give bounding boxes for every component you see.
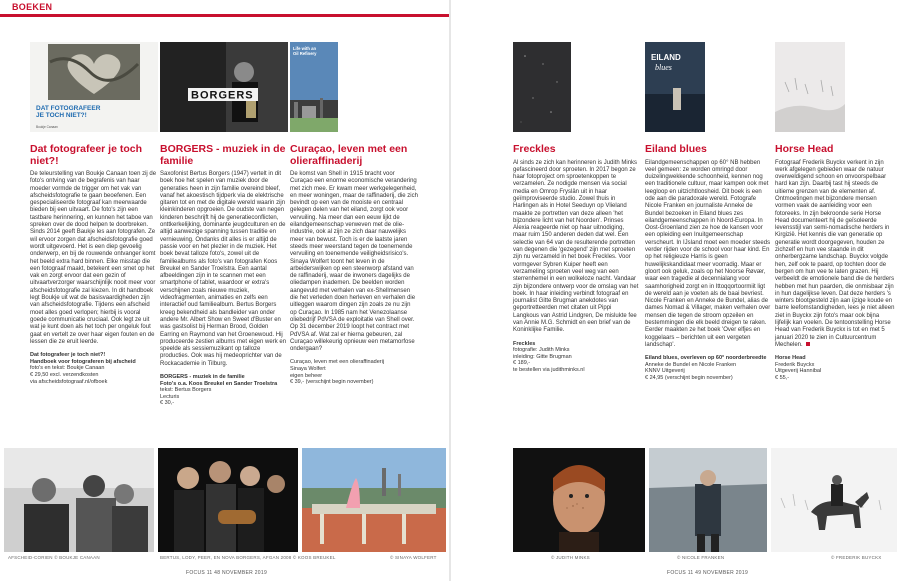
meta-line: te bestellen via judithminks.nl [513,367,585,373]
article-horse-head [775,42,895,382]
meta-bold: Dat fotografeer je toch niet?! [30,352,106,359]
right-page [451,0,900,581]
meta-line: Frederik Buyckx [775,361,815,368]
meta-line: via afscheidsfotograaf.nl/ofboek [30,378,108,385]
article-curacao [290,42,418,386]
cover-title-line2: JE TOCH NIET?! [36,112,87,119]
meta-line: tekst: Bertus Borgers [160,387,212,394]
cover-title: BORGERS [191,89,254,102]
photo-afscheid-art [4,448,154,552]
section-label: BOEKEN [12,2,53,12]
article-freckles [513,42,639,374]
book-cover-borgers [160,42,288,132]
book-cover-fotografeer [30,42,158,132]
meta-line: Curaçao, leven met een olieraffinaderij [290,359,385,366]
meta-bold: BORGERS - muziek in de familie [160,374,245,381]
section-rule [0,14,449,17]
article-meta [645,355,771,381]
meta-line: € 29,50 excl. verzendkosten [30,371,99,378]
meta-line: KNNV Uitgeverij [645,368,685,375]
photo-credit: © JUDITH MINKS [551,555,590,560]
article-title: Freckles [513,143,556,155]
meta-line: Sinaya Wolfert [290,366,326,373]
meta-line: Lecturis [160,393,180,400]
article-borgers [160,42,288,407]
meta-bold: Handboek voor fotograferen bij afscheid [30,358,136,365]
photo-borgers-family [158,448,298,552]
article-body: Al sinds ze zich kan herinneren is Judith Minks gefascineerd door sproeten. In 2017 begon ze haar fotoproject om sproetenkoppen te verzamelen. Ze nodigde mensen via social media en Omrop Fryslân uit in haar geïmproviseerde studio. Zowel thuis in Harlingen als in Hotel Seeduyn op Vlieland maakte ze portretten van deze alleen 'het bijzondere licht van het Noorden'. Prinses Alexia reageerde niet op haar uitnodiging, maar ruim 150 anderen deden dat wel. Een selectie van 64 van de resulterende portretten van degenen die 'gezegend' zijn met sproeten zijn nu verzameld in het boek Freckles. Voor vormgever Sybren Kuiper heeft een verzameling sproeten veel weg van een sterrenhemel in een wolkeloze nacht. Vandaar zijn bijzondere ontwerp voor de omslag van het boek. In haar inleiding verbindt fotograaf en journalist Gitte Brugman anekdotes van geportretteerden met citaten uit Pippi Langkous van Astrid Lindgren, De mislukte fee van Annie M.G. Schmidt en een brief van de Koninklijke Familie. [513,159,639,334]
book-cover-freckles [513,42,571,132]
photo-credit: © FREDERIK BUYCKX [831,555,882,560]
meta-bold: Foto's o.a. Koos Breukel en Sander Troelstra [160,380,278,387]
photo-horse-head-art [771,448,897,552]
left-page [0,0,449,581]
book-cover-eiland [645,42,705,132]
article-body: Eilandgemeenschappen op 60° NB hebben veel gemeen: ze worden omringd door duizelingwekkende schoonheid, kennen nog een traditionele cultuur, maar kampen ook met leegloop en uitzichtloosheid. Dit boek is een ode aan die paradoxale wereld. Fotografe Nicole Franken en journaliste Anneke de Bundel bezoeken in Eiland blues zes eilandgemeenschappen in Noord-Europa. In Oost-Groenland zien ze hoe de kansen voor een opleiding een Inuitgemeenschap verscheurt. In IJsland moet een moeder steeds verder rijden voor de school voor haar kind. En op het religieuze Harris is geen huwelijkskandidaat meer voorradig. Maar er gloort ook geluk, zoals op het Noorse Røvær, waar een tragedie al decennialang voor saamhorigheid zorgt en in Ittoqqortoormiit ligt de wereld aan je voeten als de baai bevriest. Nicole Franken en Anneke de Bundel, alias de dames Nomad & Villager, maken verhalen over mensen die tegen de stroom opzeilen en bestemmingen die elk beeld dreigen te raken. Eerder maakten ze het boek 'Over elfjes en koggelaars – berichten uit een vergeten landschap'. [645,159,771,348]
article-meta [775,355,895,381]
folio-left: FOCUS 11 48 NOVEMBER 2019 [186,570,268,576]
article-eiland-blues [645,42,771,382]
article-meta [290,359,418,385]
meta-line: Anneke de Bundel en Nicole Franken [645,361,737,368]
photo-credit: © NICOLE FRANKEN [677,555,725,560]
meta-line: inleiding: Gitte Brugman [513,353,572,360]
photo-borgers-art [158,448,298,552]
article-meta [30,352,158,385]
meta-bold: Freckles [513,340,536,347]
cover-author: Boukje Canaan [36,125,58,129]
article-body [775,160,895,350]
meta-line: € 189,- [513,360,531,367]
article-body-text: Fotograaf Frederik Buyckx verkent in zijn werk afgelegen gebieden waar de natuur overweldigend schoon en onvoorspelbaar hard kan zijn. Daarbij tast hij steeds de uitieme grenzen van de elementen af. Ontmoetingen met bijzondere mensen vormen vaak de aanleiding voor een fotoreeks. In zijn bekroonde serie Horse Head documenteert hij de geïsoleerde levensstijl van semi-nomadische herders in Kirgizië. Het kennis die van generatie op generatie wordt doorgegeven, houden ze zichzelf en hun vee staande in dit onherbergzame landschap. Buyckx volgde hen, zelf ook te paard, op tochten door de bergen om hun vee te laten grazen. Hij verbeeldt de emotionele band die de herders hebben met hun paarden, die onmisbaar zijn in hun dagelijkse leven. Dat deze herders 's winters blootgesteld zijn aan ijzige koude en barre leefomstandigheden, lees je niet alleen ziet in Buyckx zijn foto's maar ook bijna lijfelijk kan voelen. De tentoonstelling Horse Head van Frederik Buyckx is tot en met 5 januari 2020 te zien in Cultuurcentrum Mechelen. [775,159,895,348]
article-body: De komst van Shell in 1915 bracht voor Curaçao een enorme economische verandering met zich mee. Er kwam meer werkgelegenheid, en meer woningen, maar de raffinaderij, die zich bevindt op een van de mooiste en centraal gelegen delen van het eiland, zorgt ook voor vervuiling. Na meer dan een eeuw lijkt de eilandgemeenschap verweven met de olie-industrie, ook al zijn ze zich daar nauwelijks meer van bewust. Toch is er de laatste jaren steeds meer weerstand tegen de toenemende vervuiling en toenemende veiligheidsrisico's. Sinaya Wolfert toont het leven in de arbeiderswijken op een steenworp afstand van de raffinaderij, waar de inwoners dagelijks de oliedampen inademen. De beelden worden aangevuld met verhalen van ex-Shellmensen die het verleden doen herleven en verhalen die uitleggen waarom dingen zijn zoals ze nu zijn op Curaçao. In 1985 nam het Venezolaanse oliebedrijf PdVSA de exploitatie van Shell over. Op 31 december 2019 loopt het contract met PdVSA af. Wat zal er hierna gebeuren, zal Curaçao willekeurig opnieuw een metamorfose ondergaan? [290,171,418,353]
book-cover-horse-head [775,42,845,132]
photo-curacao-art [302,448,446,552]
photo-credit: © SINAYA WOLFERT [390,555,437,560]
cover-title-line2: Oil Refinery [293,51,317,56]
photo-freckles [513,448,645,552]
photo-horse-head [771,448,897,552]
article-meta [160,374,288,407]
meta-line: Uitgeverij Hannibal [775,368,822,375]
article-body: Saxofonist Bertus Borgers (1947) vertelt in dit boek hoe het spelen van muziek door de generaties heen in zijn familie overeind bleef, vanaf het akoestisch tijdperk via de elektrische gitaren tot en met de digitale wereld waarin zijn kleinkinderen opgroeien. De oudste van negen kinderen beschrijft hij de generatieconflicten, onttkerkelijking, dominante jeugdculturen en de altijd aanwezige spanning tussen traditie en vernieuwing. Ondanks dit alles is er altijd de passie voor en het plezier in de muziek. Het boek bevat talloze foto's, zowel uit de familiealbums als foto's van fotografen Koos Breukel en Sander Troelstra. Een aantal afbeeldingen zijn in te scannen met een smartphone of tablet, waardoor er extra's verschijnen zoals nieuwe muziek, videofragmenten, animaties en zelfs een interactief oud familiealbum. Bertus Borgers kreeg bekendheid als bandleider van onder andere Mr. Albert Show en Sweet d'Buster en was gastsolist bij Herman Brood, Golden Earring en Raymond van het Groenewoud. Hij produceerde zestien albums met eigen werk en speelde als sessiemuzikant op talloze producties. Ook was hij medeoprichter van de Rockacademie in Tilburg. [160,171,287,367]
article-meta [513,341,639,374]
cover-art-eiland [645,42,705,132]
meta-line: fotografie: Judith Minks [513,347,570,354]
cover-art-portrait [160,42,288,132]
article-fotografeer [30,42,158,385]
book-cover-curacao [290,42,418,132]
meta-line: € 39,- (verschijnt begin november) [290,379,374,386]
meta-bold: Eiland blues, overleven op 60° noorderbreedte [645,355,767,362]
article-title: BORGERS - muziek in de familie [160,143,286,167]
photo-credit: AFSCHEID-CORIEN © BOUKJE CANAAN [8,555,100,560]
cover-art-heart [30,42,158,132]
meta-line: € 30,- [160,400,175,407]
meta-line: eigen beheer [290,372,323,379]
cover-art-refinery [290,42,418,132]
folio-right: FOCUS 11 49 NOVEMBER 2019 [667,570,749,576]
cover-title-line1: EILAND [651,53,681,62]
photo-freckles-art [513,448,645,552]
meta-line: € 24,95 (verschijnt begin november) [645,375,733,381]
cover-title-line2: blues [655,63,672,72]
cover-title-line1: DAT FOTOGRAFEER [36,105,101,112]
article-title: Dat fotografeer je toch niet?! [30,143,143,167]
article-body: De teleurstelling van Boukje Canaan toen zij de foto's ontving van de begrafenis van haar moeder vormde de trigger om het vak van afscheidsfotografie te gaan beoefenen. Een gespecialiseerde fotograaf kan meerwaarde bieden bij een uitvaart. De foto's zijn een tastbare herinnering, en kunnen het taboe van spreken over de dood helpen te doorbreken. Sinds 2014 geeft Baukje les aan fotografen. Ze wil ervoor zorgen dat afscheidsfotografie goed wordt uitgevoerd. Het is een diep gevoelig onderwerp, en bij de rouwende ontvanger komt het beeld extra hard binnen. Elke misstap die een fotograaf maakt, betekent een smet op het vak en zorgt ervoor dat een gezin of uitvaartverzorger waarschijnlijk nooit meer voor afscheidsfotografie zal kiezen. In dit handboek legt Boukje uit wat de basisvaardigheden zijn van afscheidsfotografie. Tijdens een afscheid moet alles goed verlopen; hierbij is vooral goede communicatie cruciaal. Ook legt ze uit wat je kunt doen als het toch per ongeluk fout gaat en vertelt ze over haar eigen fouten en de lessen die ze eruit leerde. [30,171,157,345]
article-title: Curaçao, leven met een olieraffinaderij [290,143,408,167]
photo-curacao [302,448,446,552]
meta-line: foto's en tekst: Boukje Canaan [30,365,105,372]
article-title: Eiland blues [645,143,707,155]
end-mark [806,342,810,346]
meta-bold: Horse Head [775,355,806,362]
article-title: Horse Head [775,143,834,155]
cover-title-line1: Life with an [293,46,317,51]
photo-afscheid [4,448,154,552]
photo-eiland-art [649,448,767,552]
cover-art-horse-head [775,42,845,132]
meta-line: € 55,- [775,375,790,381]
photo-credit: BERTUS, LODY, PEER, EN NOVA BORGERS, AFGAN 2008 © KOOS BREUKEL [160,555,336,560]
cover-art-freckles [513,42,571,132]
photo-eiland [649,448,767,552]
